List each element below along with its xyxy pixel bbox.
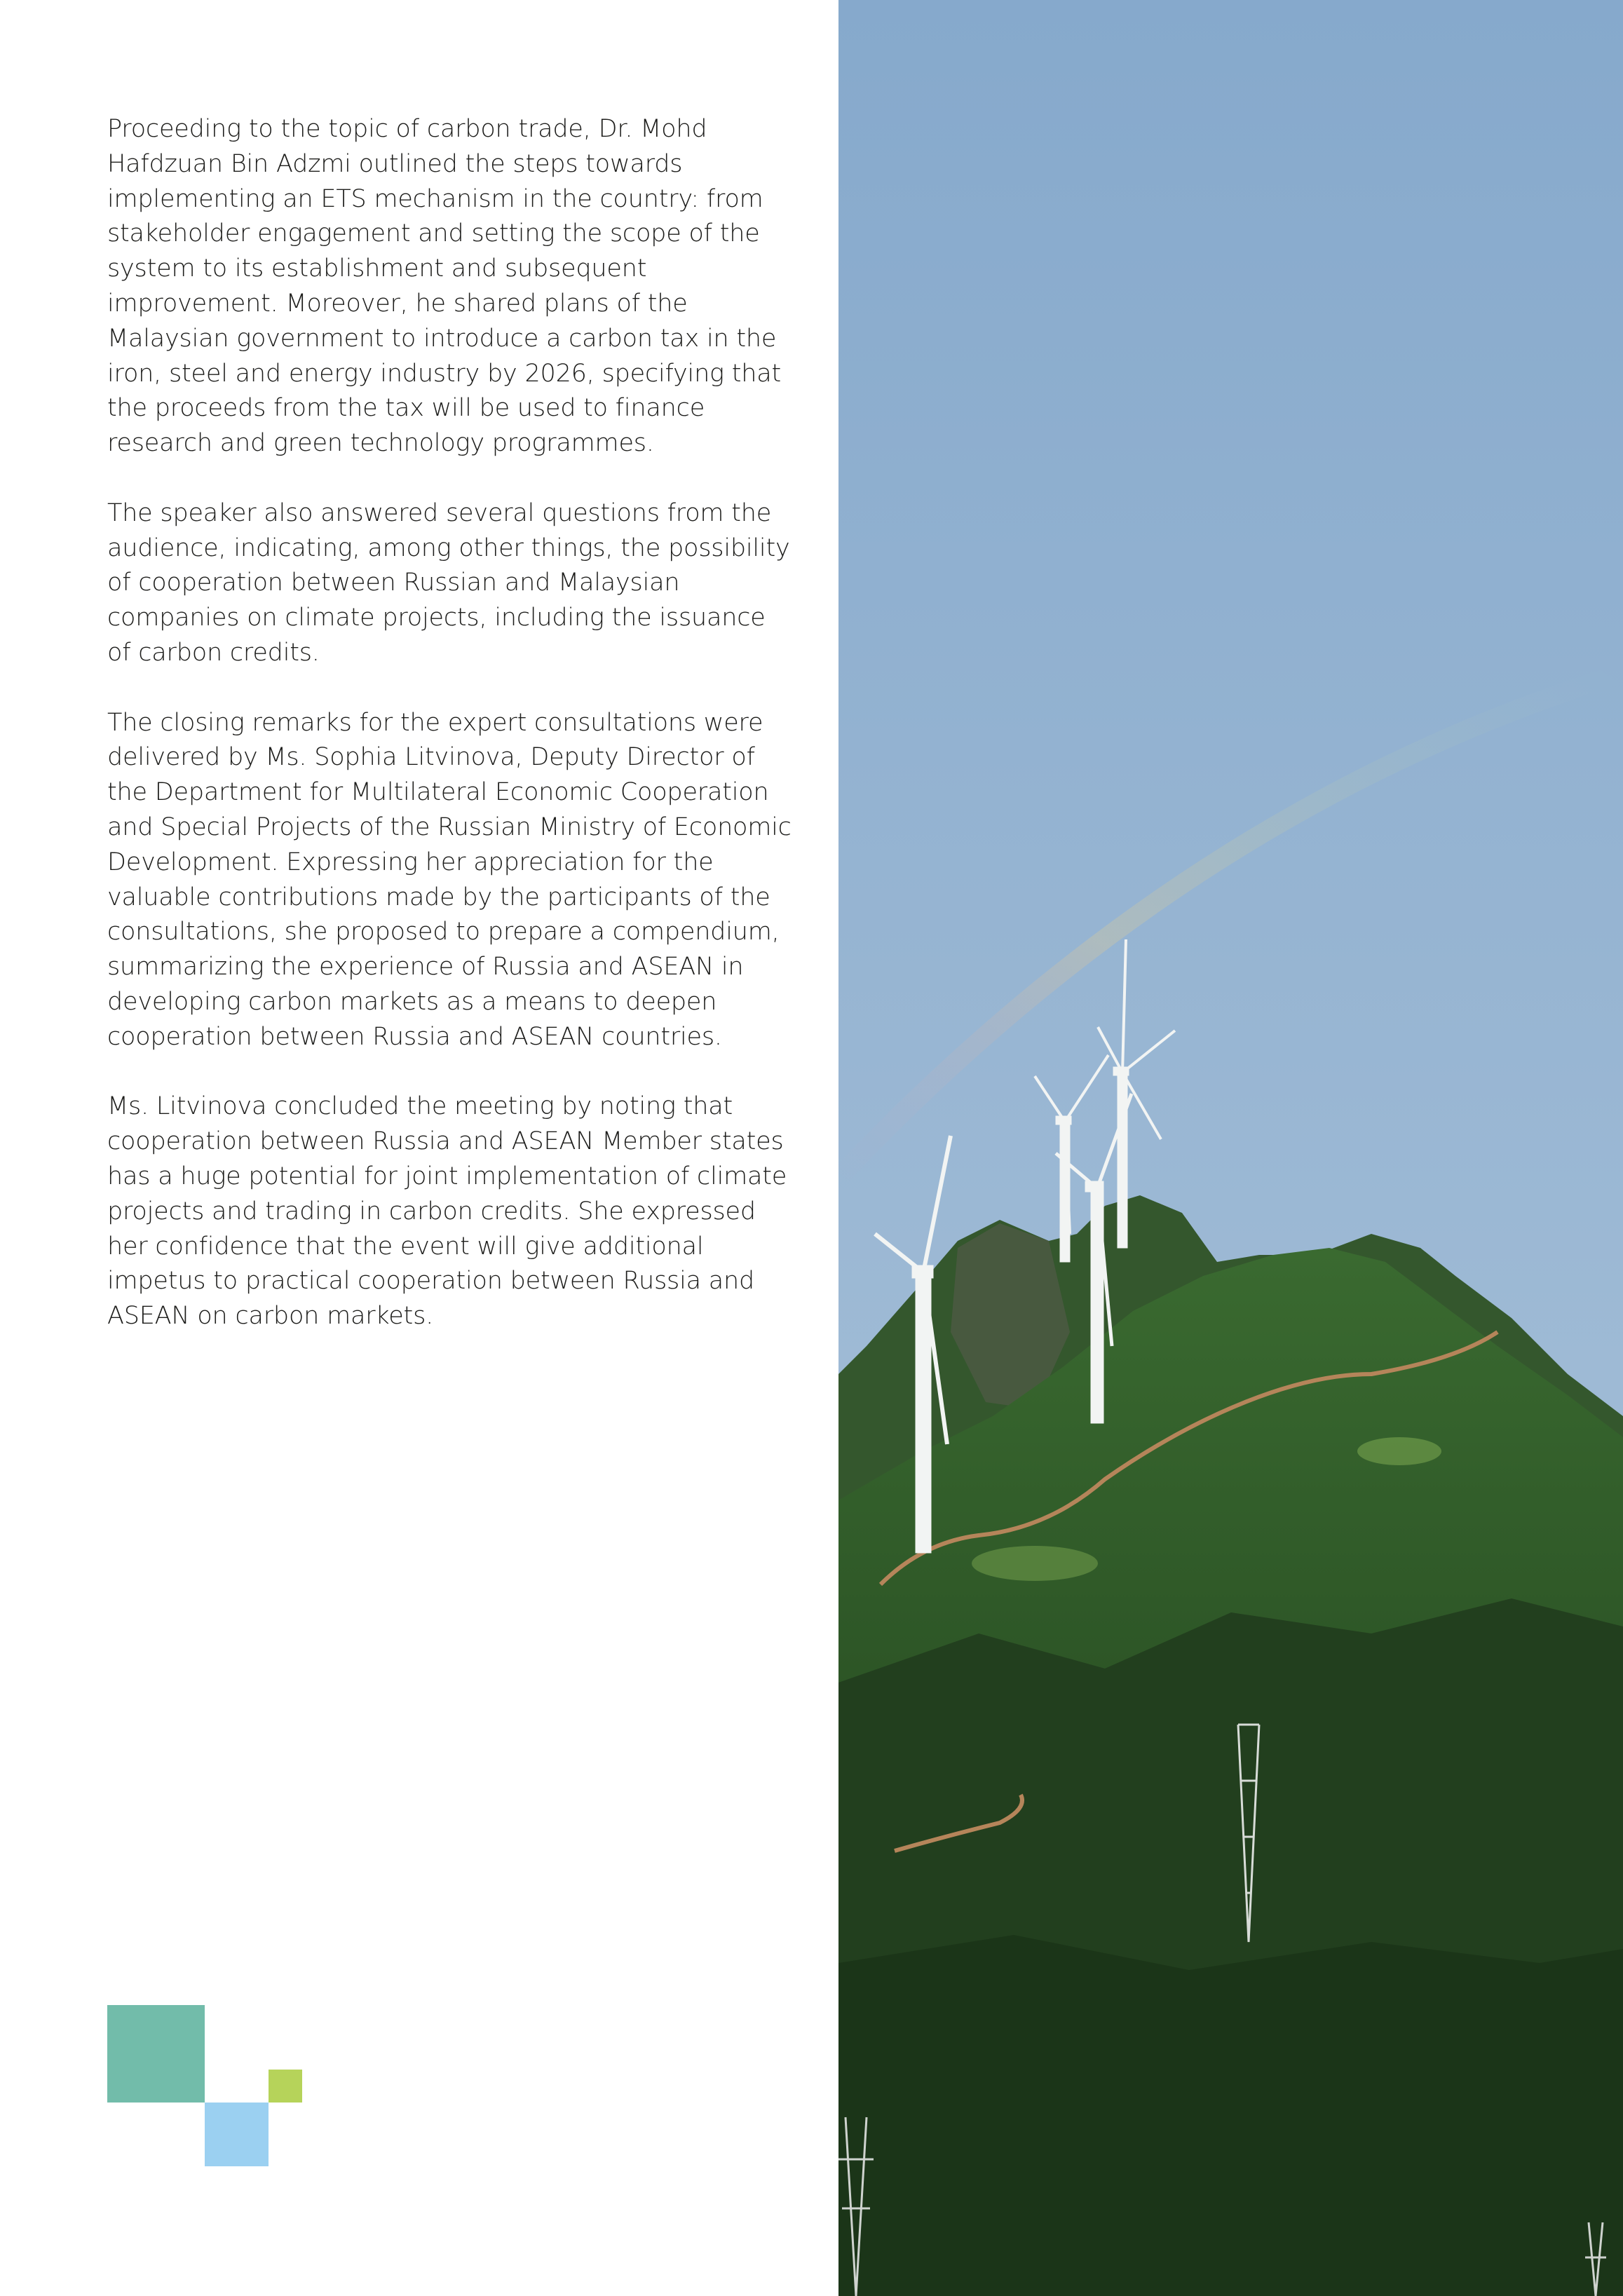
logo-square-lime (269, 2070, 302, 2103)
wind-turbines-photo (838, 0, 1623, 2296)
article-body (107, 112, 794, 1369)
clearing-patch-2 (972, 1546, 1098, 1581)
paragraph-carbon-trade: Proceeding to the topic of carbon trade, Dr. Mohd Hafdzuan Bin Adzmi outlined the steps towards implementing an ETS mechanism in the country: from stakeholder engagement and setting the scope of the system to its establishment and subsequent improvement. Moreover, he shared plans of the Malaysian government to introduce a carbon tax in the iron, steel and energy industry by 2026, specifying that the proceeds from the tax will be used to finance research and green technology programmes. (107, 115, 782, 458)
logo-square-blue (205, 2103, 269, 2166)
landscape-illustration (838, 0, 1623, 2296)
paragraph-conclusion: Ms. Litvinova concluded the meeting by noting that cooperation between Russia and ASEAN Member states has a huge potential for joint implementation of climate projects and trading in carbon credits. She expressed her confidence that the event will give additional impetus to practical cooperation between Russia and ASEAN on carbon markets. (107, 1092, 787, 1331)
clearing-patch (1357, 1437, 1441, 1465)
bottom-forest (838, 1935, 1623, 2296)
brand-squares-icon (107, 2005, 302, 2166)
paragraph-audience-questions: The speaker also answered several questions from the audience, indicating, among other things, the possibility of cooperation between Russian and Malaysian companies on climate projects, including the issuance of carbon credits. (107, 498, 790, 667)
logo-square-teal (107, 2005, 205, 2103)
paragraph-closing-remarks: The closing remarks for the expert consultations were delivered by Ms. Sophia Litvinova, Deputy Director of the Department for Multilateral Economic Cooperation and Special Projects of the Russian Ministry of Economic Development. Expressing her appreciation for the valuable contributions made by the participants of the consultations, she proposed to prepare a compendium, summarizing the experience of Russia and ASEAN in developing carbon markets as a means to deepen cooperation between Russia and ASEAN countries. (107, 708, 792, 1051)
